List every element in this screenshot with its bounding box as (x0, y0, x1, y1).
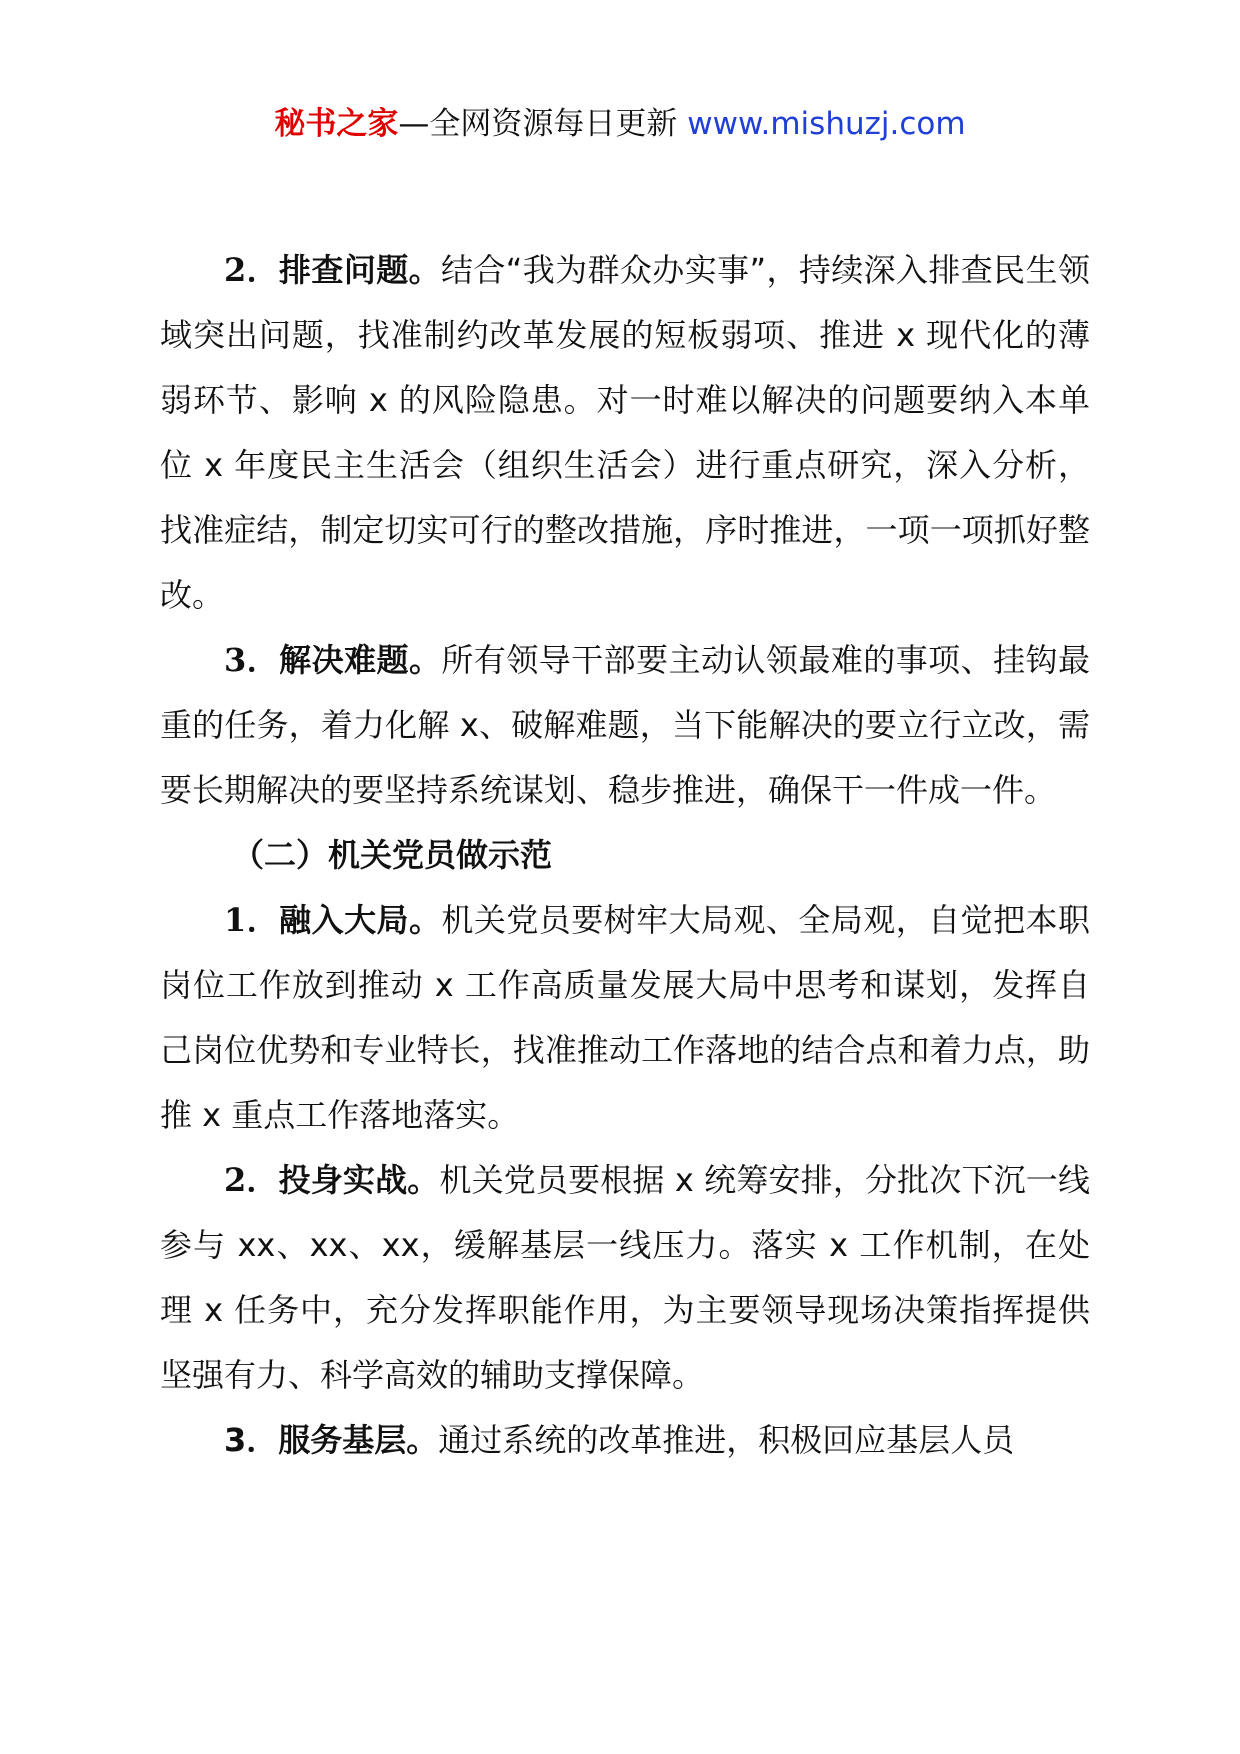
item-number: 1． (224, 901, 280, 939)
paragraph-text: 通过系统的改革推进，积极回应基层人员 (438, 1421, 1015, 1459)
section-heading: （二）机关党员做示范 (232, 836, 553, 874)
document-body (160, 238, 1090, 1473)
item-number: 2． (224, 1161, 279, 1199)
paragraph (160, 238, 1090, 628)
paragraph (160, 888, 1090, 1148)
site-url-link[interactable]: www.mishuzj.com (687, 106, 966, 142)
item-heading: 排查问题。 (279, 251, 441, 289)
item-heading: 解决难题。 (279, 641, 442, 679)
paragraph (160, 1408, 1090, 1473)
brand-name: 秘书之家 (274, 106, 399, 142)
site-header (0, 100, 1240, 148)
header-tagline: —全网资源每日更新 (398, 106, 678, 142)
paragraph-text: 机关党员要树牢大局观、全局观，自觉把本职岗位工作放到推动 x 工作高质量发展大局中思考和谋划，发挥自己岗位优势和专业特长，找准推动工作落地的结合点和着力点，助推 x 重点工作落地落实。 (160, 901, 1090, 1134)
paragraph-text: 结合“我为群众办实事”，持续深入排查民生领域突出问题，找准制约改革发展的短板弱项、推进 x 现代化的薄弱环节、影响 x 的风险隐患。对一时难以解决的问题要纳入本单位 x 年度民主生活会（组织生活会）进行重点研究，深入分析，找准症结，制定切实可行的整改措施，序时推进，一项一项抓好整改。 (160, 251, 1090, 614)
item-number: 3． (224, 641, 280, 679)
item-number: 2． (224, 251, 280, 289)
paragraph (160, 1148, 1090, 1408)
paragraph-text: 机关党员要根据 x 统筹安排，分批次下沉一线参与 xx、xx、xx，缓解基层一线压力。落实 x 工作机制，在处理 x 任务中，充分发挥职能作用，为主要领导现场决策指挥提供坚强有力、科学高效的辅助支撑保障。 (160, 1161, 1090, 1394)
paragraph (160, 628, 1090, 823)
paragraph-text: 所有领导干部要主动认领最难的事项、挂钩最重的任务，着力化解 x、破解难题，当下能解决的要立行立改，需要长期解决的要坚持系统谋划、稳步推进，确保干一件成一件。 (160, 641, 1090, 809)
item-number: 3． (224, 1421, 279, 1459)
item-heading: 融入大局。 (279, 901, 442, 939)
item-heading: 投身实战。 (278, 1161, 440, 1199)
item-heading: 服务基层。 (278, 1421, 439, 1459)
